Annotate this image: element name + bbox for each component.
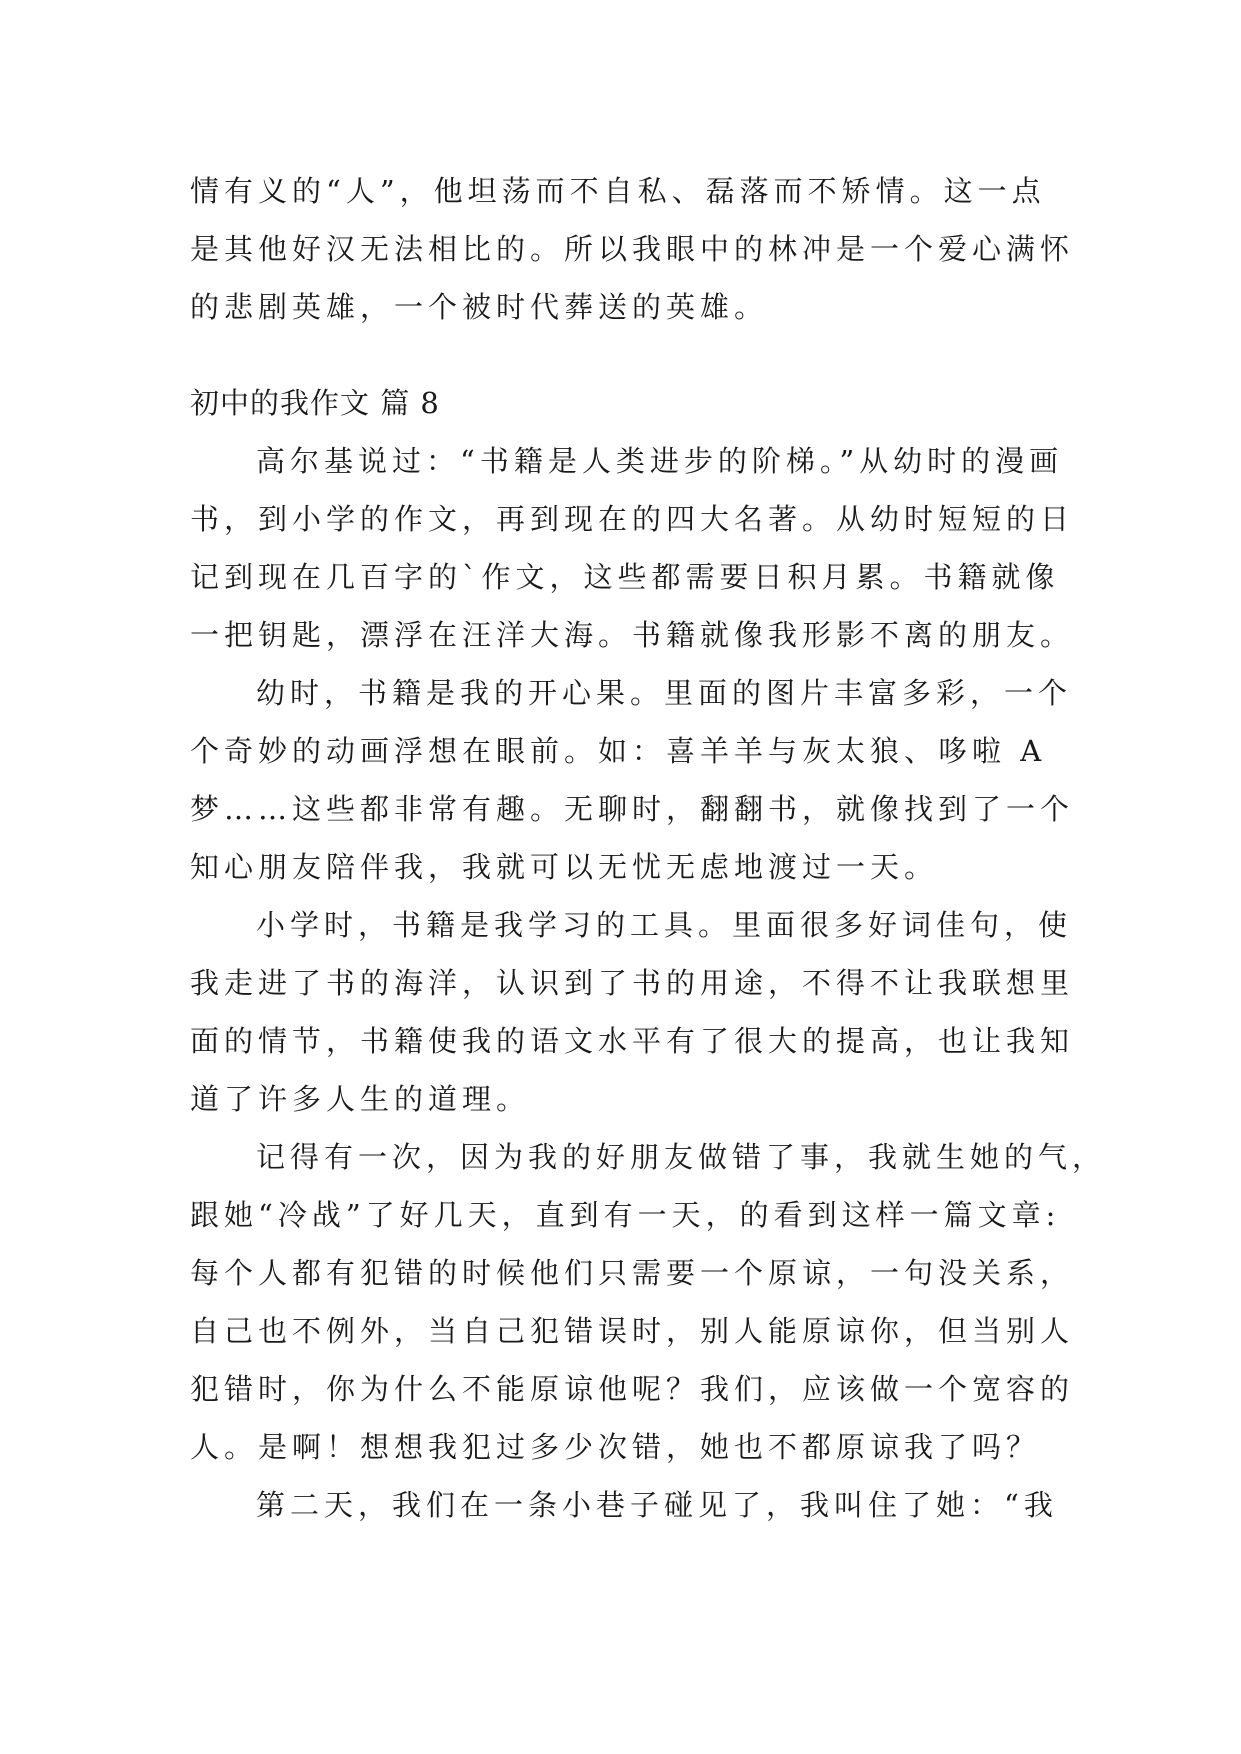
- text-line: 我走进了书的海洋，认识到了书的用途，不得不让我联想里: [190, 966, 1075, 1000]
- paragraph-5: [190, 1476, 1070, 1534]
- text-line: 小学时，书籍是我学习的工具。里面很多好词佳句，使: [256, 908, 1073, 942]
- text-line: 跟她“冷战”了好几天，直到有一天，的看到这样一篇文章:: [190, 1198, 1061, 1232]
- text-line: 道了许多人生的道理。: [190, 1082, 531, 1116]
- text-line: 幼时，书籍是我的开心果。里面的图片丰富多彩，一个: [256, 676, 1073, 710]
- text-line: 第二天，我们在一条小巷子碰见了，我叫住了她：“我: [256, 1488, 1058, 1522]
- document-body: [190, 162, 1107, 1534]
- section-title: 初中的我作文 篇 8: [190, 386, 440, 420]
- text-line: 人。是啊！想想我犯过多少次错，她也不都原谅我了吗？: [190, 1430, 1041, 1464]
- text-line: 是其他好汉无法相比的。所以我眼中的林冲是一个爱心满怀: [190, 232, 1075, 266]
- text-line: 自己也不例外，当自己犯错误时，别人能原谅你，但当别人: [190, 1314, 1075, 1348]
- intro-paragraph: [190, 162, 1075, 336]
- text-line: 一把钥匙，漂浮在汪洋大海。书籍就像我形影不离的朋友。: [190, 618, 1075, 652]
- text-line: 个奇妙的动画浮想在眼前。如：喜羊羊与灰太狼、哆啦 A: [190, 734, 1047, 768]
- paragraph-3: [190, 896, 1075, 1128]
- text-line: 每个人都有犯错的时候他们只需要一个原谅，一句没关系，: [190, 1256, 1075, 1290]
- text-line: 梦……这些都非常有趣。无聊时，翻翻书，就像找到了一个: [190, 792, 1075, 826]
- paragraph-4: [190, 1128, 1107, 1476]
- text-line: 记到现在几百字的`作文，这些都需要日积月累。书籍就像: [190, 560, 1060, 594]
- text-line: 记得有一次，因为我的好朋友做错了事，我就生她的气，: [256, 1140, 1107, 1174]
- text-line: 的悲剧英雄，一个被时代葬送的英雄。: [190, 290, 769, 324]
- text-line: 书，到小学的作文，再到现在的四大名著。从幼时短短的日: [190, 502, 1075, 536]
- text-line: 高尔基说过：“书籍是人类进步的阶梯。”从幼时的漫画: [256, 444, 1064, 478]
- text-line: 情有义的“人”，他坦荡而不自私、磊落而不矫情。这一点: [190, 174, 1046, 208]
- text-line: 面的情节，书籍使我的语文水平有了很大的提高，也让我知: [190, 1024, 1075, 1058]
- text-line: 犯错时，你为什么不能原谅他呢？我们，应该做一个宽容的: [190, 1372, 1075, 1406]
- text-line: 知心朋友陪伴我，我就可以无忧无虑地渡过一天。: [190, 850, 939, 884]
- paragraph-1: [190, 432, 1075, 664]
- paragraph-2: [190, 664, 1075, 896]
